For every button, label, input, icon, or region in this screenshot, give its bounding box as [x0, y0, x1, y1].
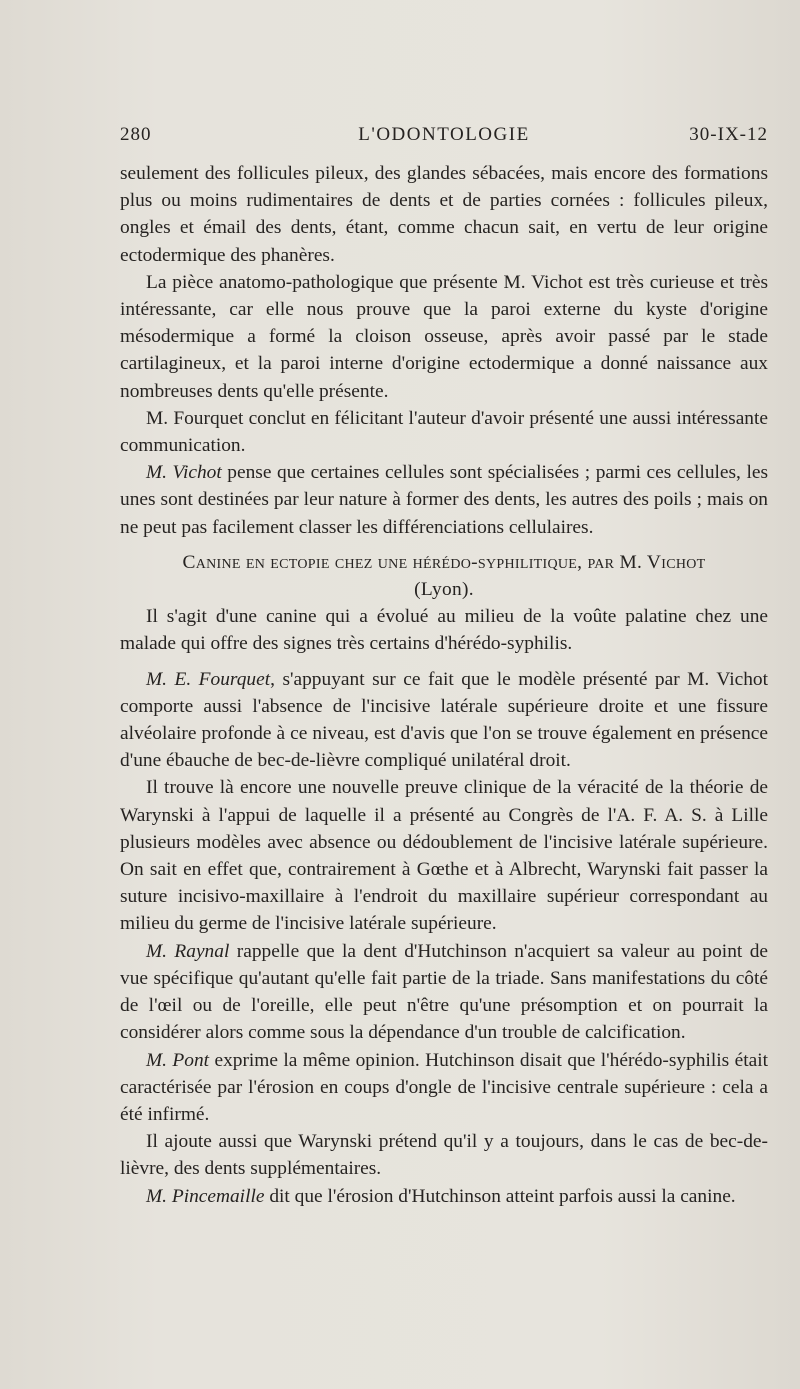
speaker-name: M. E. Fourquet — [146, 668, 271, 690]
paragraph: Il ajoute aussi que Warynski prétend qu'il y a toujours, dans le cas de bec-de-lièvre, des dents supplémentaires. — [120, 1131, 768, 1180]
paragraph-gap — [120, 658, 768, 666]
paragraph — [120, 1047, 768, 1129]
paragraph-text: pense que certaines cellules sont spécialisées ; parmi ces cellules, les unes sont destinées par leur nature à former des dents, les autres des poils ; mais on ne peut pas facilement classer les différenciations cellulaires. — [120, 462, 769, 538]
speaker-name: M. Pont — [146, 1049, 210, 1071]
issue-date: 30-IX-12 — [689, 124, 768, 145]
paragraph: Il s'agit d'une canine qui a évolué au milieu de la voûte palatine chez une malade qui offre des signes très certains d'hérédo-syphilis. — [120, 606, 768, 655]
paragraph — [120, 1183, 768, 1210]
body-text — [120, 160, 768, 1210]
paragraph: M. Fourquet conclut en félicitant l'auteur d'avoir présenté une aussi intéressante communication. — [120, 407, 768, 457]
paragraph-text: exprime la même opinion. Hutchinson disait que l'hérédo-syphilis était caractérisée par l'érosion en coups d'ongle de l'incisive centrale supérieure : cela a été infirmé. — [120, 1049, 768, 1125]
section-title: Canine en ectopie chez une hérédo-syphilitique, par M. Vichot — [182, 551, 706, 573]
paragraph — [120, 938, 768, 1047]
paragraph-text: rappelle que la dent d'Hutchinson n'acquiert sa valeur au point de vue spécifique qu'autant qu'elle fait partie de la triade. Sans manifestations du côté de l'œil ou de l'oreille, elle peut n'être qu'une présomption et on pourrait la considérer alors comme sous la dépendance d'un trouble de calcification. — [120, 940, 768, 1044]
page-number: 280 — [120, 124, 152, 145]
paragraph: La pièce anatomo-pathologique que présente M. Vichot est très curieuse et très intéressante, car elle nous prouve que la paroi externe du kyste d'origine mésodermique a formé la cloison osseuse, après avoir passé par le stade cartilagineux, et la paroi interne d'origine ectodermique a donné naissance aux nombreuses dents qu'elle présente. — [120, 271, 768, 402]
paragraph-text: , s'appuyant sur ce fait que le modèle présenté par M. Vichot comporte aussi l'absence de l'incisive latérale supérieure droite et une fissure alvéolaire profonde à ce niveau, est d'avis que l'on se trouve également en présence d'une ébauche de bec-de-lièvre compliqué unilatéral droit. — [120, 668, 768, 772]
journal-title: L'ODONTOLOGIE — [358, 124, 530, 145]
running-header — [120, 124, 768, 152]
paragraph-text: dit que l'érosion d'Hutchinson atteint parfois aussi la canine. — [264, 1185, 736, 1207]
paragraph-continued: seulement des follicules pileux, des glandes sébacées, mais encore des formations plus ou moins rudimentaires de dents et de parties cornées : follicules pileux, ongles et émail des dents, étant, comme chacun sait, en vertu de leur origine ectodermique des phanères. — [120, 163, 768, 266]
speaker-name: M. Vichot — [146, 462, 222, 484]
speaker-name: M. Pincemaille — [146, 1185, 265, 1207]
speaker-name: M. Raynal — [146, 940, 230, 962]
section-place: (Lyon). — [414, 579, 474, 601]
paragraph — [120, 459, 768, 541]
paragraph: Il trouve là encore une nouvelle preuve clinique de la véracité de la théorie de Warynski à l'appui de laquelle il a présenté au Congrès de l'A. F. A. S. à Lille plusieurs modèles avec absence ou dédoublement de l'incisive latérale supérieure. On sait en effet que, contrairement à Gœthe et à Albrecht, Warynski fait passer la suture incisivo-maxillaire à l'endroit du maxillaire supérieur correspondant au milieu du germe de l'incisive latérale supérieure. — [120, 777, 768, 935]
section-heading — [120, 549, 768, 603]
paragraph — [120, 666, 768, 775]
